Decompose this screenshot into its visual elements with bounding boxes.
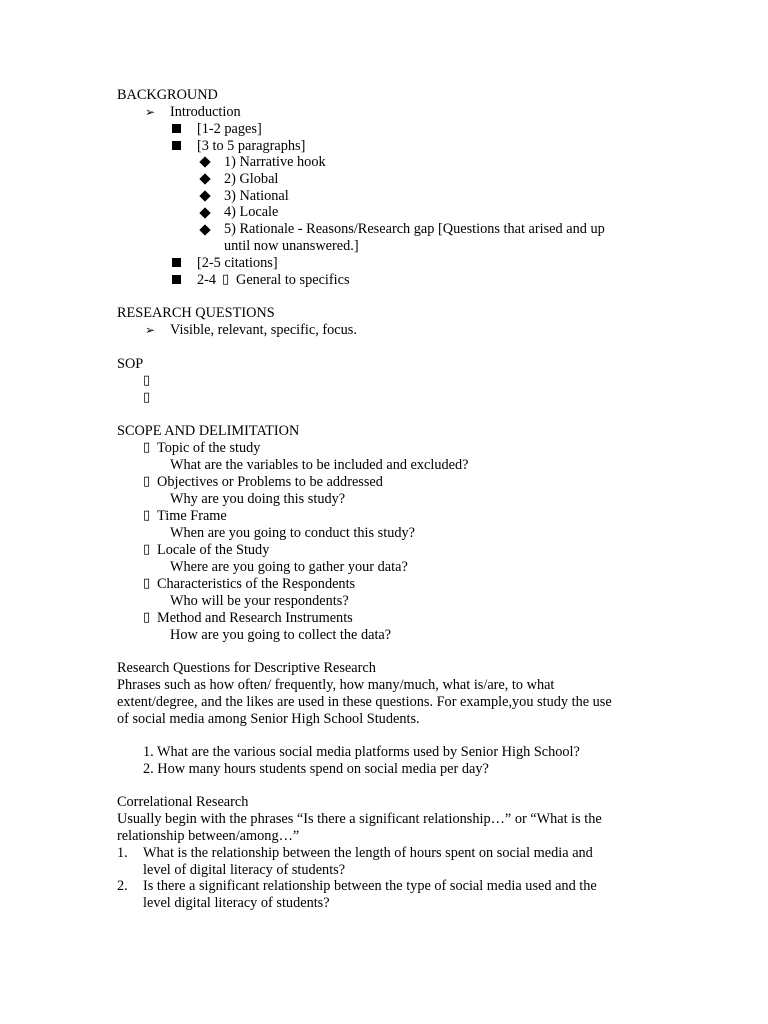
intro-item-continuation: until now unanswered.]	[224, 238, 359, 254]
descriptive-heading: Research Questions for Descriptive Research	[117, 660, 376, 676]
arrow-bullet-icon: ➢	[145, 105, 156, 119]
descriptive-paragraph-line: of social media among Senior High School Students.	[117, 711, 420, 727]
intro-item: 1) Narrative hook	[224, 154, 326, 170]
correlational-question-line: Is there a significant relationship between the type of social media used and the	[143, 878, 597, 894]
correlational-question-line: level digital literacy of students?	[143, 895, 330, 911]
square-bullet-icon	[172, 124, 181, 133]
missing-glyph-icon: ▯	[222, 272, 230, 287]
section-heading-background: BACKGROUND	[117, 87, 218, 103]
scope-item-label: Topic of the study	[157, 440, 261, 456]
correlational-question-line: What is the relationship between the length of hours spent on social media and	[143, 845, 593, 861]
scope-item-question: Why are you doing this study?	[170, 491, 346, 507]
scope-item-label: Characteristics of the Respondents	[157, 576, 356, 592]
scope-item-label: Method and Research Instruments	[157, 610, 353, 626]
intro-label: Introduction	[170, 104, 241, 120]
missing-glyph-icon: ▯	[143, 474, 151, 489]
missing-glyph-icon: ▯	[143, 542, 151, 557]
research-questions-item: Visible, relevant, specific, focus.	[170, 322, 357, 338]
intro-item: 5) Rationale - Reasons/Research gap [Questions that arised and up	[224, 221, 605, 237]
missing-glyph-icon: ▯	[143, 390, 151, 405]
section-heading-research-questions: RESEARCH QUESTIONS	[117, 305, 275, 321]
scope-item-label: Locale of the Study	[157, 542, 270, 558]
scope-item-question: Where are you going to gather your data?	[170, 559, 408, 575]
intro-citations: [2-5 citations]	[197, 255, 278, 271]
intro-paragraphs: [3 to 5 paragraphs]	[197, 138, 306, 154]
scope-item-question: Who will be your respondents?	[170, 593, 349, 609]
diamond-bullet-icon	[199, 173, 210, 184]
descriptive-paragraph-line: Phrases such as how often/ frequently, how many/much, what is/are, to what	[117, 677, 555, 693]
missing-glyph-icon: ▯	[143, 440, 151, 455]
intro-item: 2) Global	[224, 171, 279, 187]
intro-pages: [1-2 pages]	[197, 121, 262, 137]
missing-glyph-icon: ▯	[143, 576, 151, 591]
descriptive-paragraph-line: extent/degree, and the likes are used in these questions. For example,you study the use	[117, 694, 612, 710]
missing-glyph-icon: ▯	[143, 508, 151, 523]
scope-item-label: Time Frame	[157, 508, 227, 524]
diamond-bullet-icon	[199, 156, 210, 167]
missing-glyph-icon: ▯	[143, 610, 151, 625]
correlational-heading: Correlational Research	[117, 794, 249, 810]
section-heading-scope: SCOPE AND DELIMITATION	[117, 423, 300, 439]
correlational-question-line: level of digital literacy of students?	[143, 862, 346, 878]
arrow-bullet-icon: ➢	[145, 323, 156, 337]
square-bullet-icon	[172, 275, 181, 284]
correlational-paragraph-line: relationship between/among…”	[117, 828, 300, 844]
square-bullet-icon	[172, 258, 181, 267]
section-heading-sop: SOP	[117, 356, 144, 372]
scope-item-question: What are the variables to be included and excluded?	[170, 457, 469, 473]
diamond-bullet-icon	[199, 190, 210, 201]
descriptive-question: 2. How many hours students spend on social media per day?	[143, 761, 489, 777]
diamond-bullet-icon	[199, 207, 210, 218]
scope-item-question: When are you going to conduct this study?	[170, 525, 415, 541]
missing-glyph-icon: ▯	[143, 373, 151, 388]
scope-item-label: Objectives or Problems to be addressed	[157, 474, 383, 490]
scope-item-question: How are you going to collect the data?	[170, 627, 392, 643]
descriptive-question: 1. What are the various social media platforms used by Senior High School?	[143, 744, 580, 760]
intro-item: 4) Locale	[224, 204, 279, 220]
correlational-question-number: 2.	[117, 878, 128, 894]
intro-item: 3) National	[224, 188, 289, 204]
square-bullet-icon	[172, 141, 181, 150]
intro-general-suffix: General to specifics	[236, 272, 350, 288]
intro-general-prefix: 2-4	[197, 272, 217, 288]
correlational-question-number: 1.	[117, 845, 128, 861]
diamond-bullet-icon	[199, 224, 210, 235]
correlational-paragraph-line: Usually begin with the phrases “Is there a significant relationship…” or “What is the	[117, 811, 602, 827]
